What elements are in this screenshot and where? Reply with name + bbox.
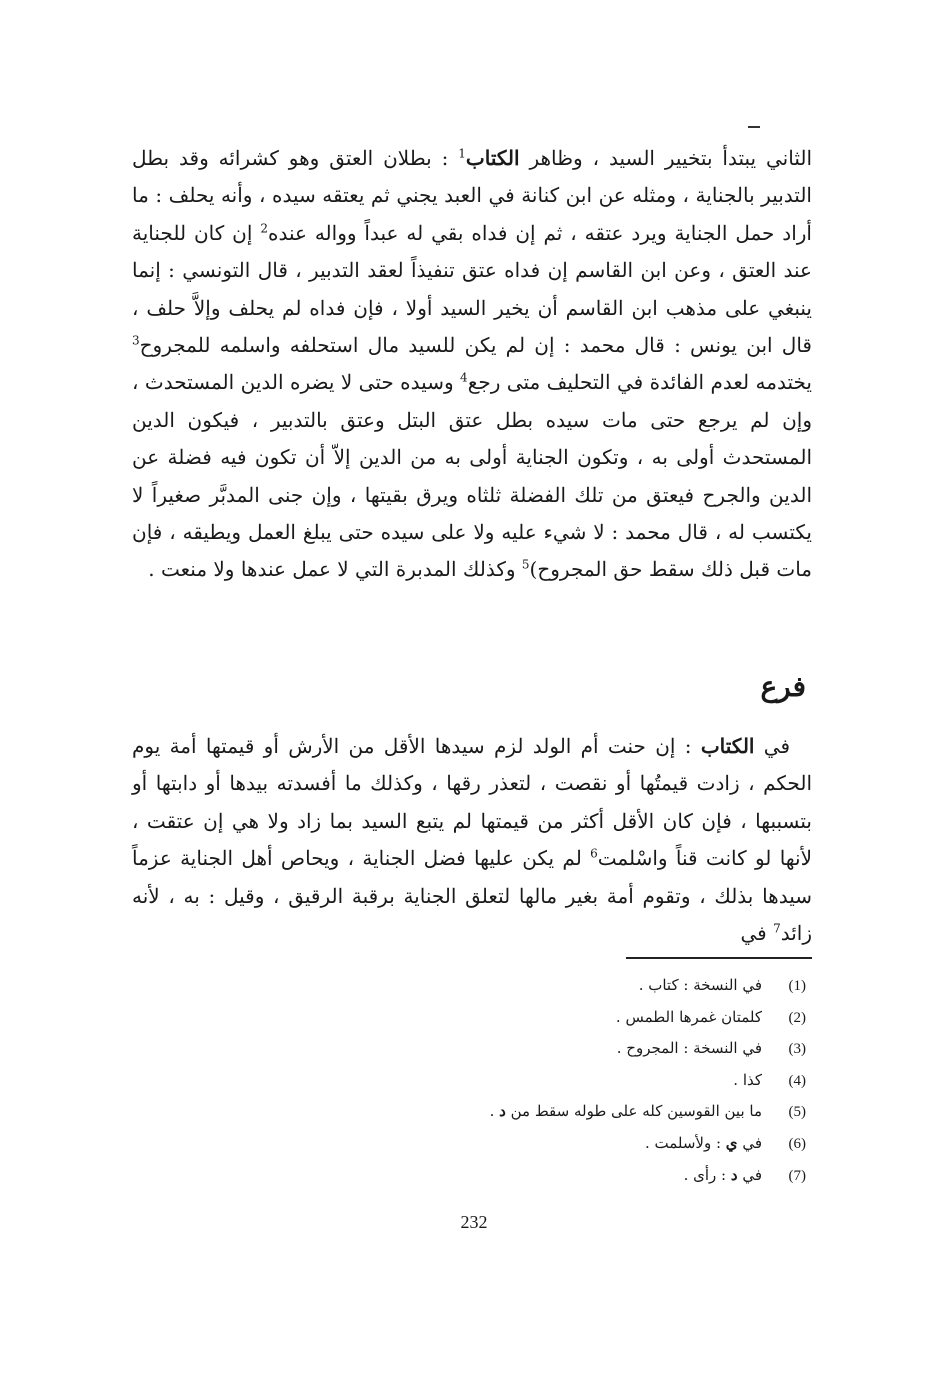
- footnotes-list: [246, 970, 806, 1191]
- footnote-number: (3): [788, 1041, 806, 1058]
- footnote-ref-5[interactable]: 5: [521, 557, 530, 572]
- top-mark: [748, 126, 760, 128]
- footnote-item: [246, 1128, 806, 1160]
- main-paragraph-1: [132, 140, 812, 589]
- text-segment: في: [754, 734, 790, 758]
- footnote-number: (2): [788, 1009, 806, 1026]
- text-segment: وسيده حتى لا يضره الدين المستحدث ، وإن لم يرجع حتى مات سيده بطل عتق البتل وعتق بالتدبير ، فيكون الدين المستحدث أولى به ، وتكون الجناية أولى به من الدين إلاّ أن تكون فيه فضلة عن الدين والجرح فيعتق من تلك الفضلة ثلثاه ويرق بقيتها ، وإن جنى المدبَّر صغيراً لا يكتسب له ، قال محمد : لا شيء عليه ولا على سيده حتى يبلغ العمل ويطيقه ، فإن مات قبل ذلك سقط حق المجروح): [132, 370, 812, 582]
- footnote-text: في النسخة : المجروح .: [616, 1039, 762, 1058]
- footnote-divider: [626, 957, 812, 959]
- footnote-item: [246, 1033, 806, 1065]
- footnote-ref-2[interactable]: 2: [260, 221, 268, 236]
- manuscript-siglum: ي: [725, 1133, 738, 1152]
- footnote-ref-3[interactable]: 3: [132, 333, 140, 348]
- main-paragraph-2: [132, 728, 812, 952]
- section-heading: فرع: [760, 670, 806, 703]
- footnote-text: [246, 1096, 762, 1127]
- footnote-number: (4): [788, 1072, 806, 1089]
- footnote-item: [246, 970, 806, 1002]
- footnote-text-part: في: [737, 1133, 762, 1152]
- footnote-text: [246, 1160, 762, 1191]
- manuscript-siglum: د: [499, 1102, 506, 1121]
- footnote-text: كذا .: [733, 1070, 762, 1089]
- footnote-item: [246, 1065, 806, 1097]
- footnote-number: (6): [788, 1135, 806, 1152]
- footnote-number: (1): [788, 978, 806, 994]
- footnote-number: (7): [788, 1167, 806, 1184]
- footnote-number: (5): [788, 1104, 806, 1121]
- text-segment: إن كان للجناية عند العتق ، وعن ابن القاسم إن فداه عتق تنفيذاً لعقد التدبير ، قال التونسي : إنما ينبغي على مذهب ابن القاسم أن يخير السيد أولا ، فإن فداه لم يحلف وإلاَّ حلف ، قال ابن يونس : قال محمد : إن لم يكن للسيد مال استحلفه واسلمه للمجروح: [132, 220, 812, 358]
- text-segment: الثاني يبتدأ بتخيير السيد ، وظاهر: [519, 146, 813, 170]
- footnote-text: كلمتان غمرها الطمس .: [615, 1007, 762, 1026]
- footnote-item: [246, 1160, 806, 1192]
- footnote-ref-4[interactable]: 4: [460, 370, 468, 385]
- text-segment: : بطلان العتق وهو كشرائه وقد بطل التدبير بالجناية ، ومثله عن ابن كنانة في العبد يجني ثم يعتقه سيده ، وأنه يحلف : ما أراد حمل الجناية ويرد عتقه ، ثم إن فداه بقي له عبداً وواله عنده: [132, 146, 812, 245]
- footnote-ref-6[interactable]: 6: [590, 846, 598, 861]
- footnote-text: [246, 1128, 762, 1159]
- text-segment: في: [740, 921, 774, 946]
- footnote-item: [246, 1096, 806, 1128]
- footnote-text-part: : رأى .: [683, 1165, 731, 1184]
- footnote-text-part: ما بين القوسين كله على طوله سقط من: [505, 1102, 762, 1121]
- text-segment: لم يكن عليها فضل الجناية ، ويحاص أهل الجناية عزماً سيدها بذلك ، وتقوم أمة بغير مالها لتعلق الجناية برقبة الرقيق ، وقيل : به ، لأنه زائد: [132, 846, 812, 946]
- footnote-text-part: : ولأسلمت .: [644, 1133, 726, 1152]
- text-segment: يختدمه لعدم الفائدة في التحليف متى رجع: [467, 370, 812, 395]
- text-segment: وكذلك المدبرة التي لا عمل عندها ولا منعت .: [148, 557, 522, 582]
- footnote-ref-7[interactable]: 7: [773, 921, 781, 936]
- footnote-text-part: .: [489, 1102, 500, 1121]
- footnote-text: في النسخة : كتاب .: [638, 976, 762, 994]
- footnote-ref-1[interactable]: 1: [458, 146, 466, 161]
- book-reference: الكتاب: [700, 734, 755, 758]
- manuscript-siglum: د: [730, 1165, 738, 1184]
- page-number: 232: [460, 1212, 488, 1232]
- footnote-item: [246, 1002, 806, 1034]
- book-reference: الكتاب: [465, 146, 520, 170]
- footnote-text-part: في: [737, 1165, 762, 1184]
- text-segment: : إن حنت أم الولد لزم سيدها الأقل من الأرش أو قيمتها أمة يوم الحكم ، زادت قيمتُها أو نقصت ، لتعذر رقها ، وكذلك ما أفسدته بيدها أو دابتها أو بتسببها ، فإن كان الأقل أكثر من قيمتها لم يتبع السيد بما زاد ولا هي إن عتقت ، لأنها لو كانت قناً واسْلمت: [132, 734, 812, 871]
